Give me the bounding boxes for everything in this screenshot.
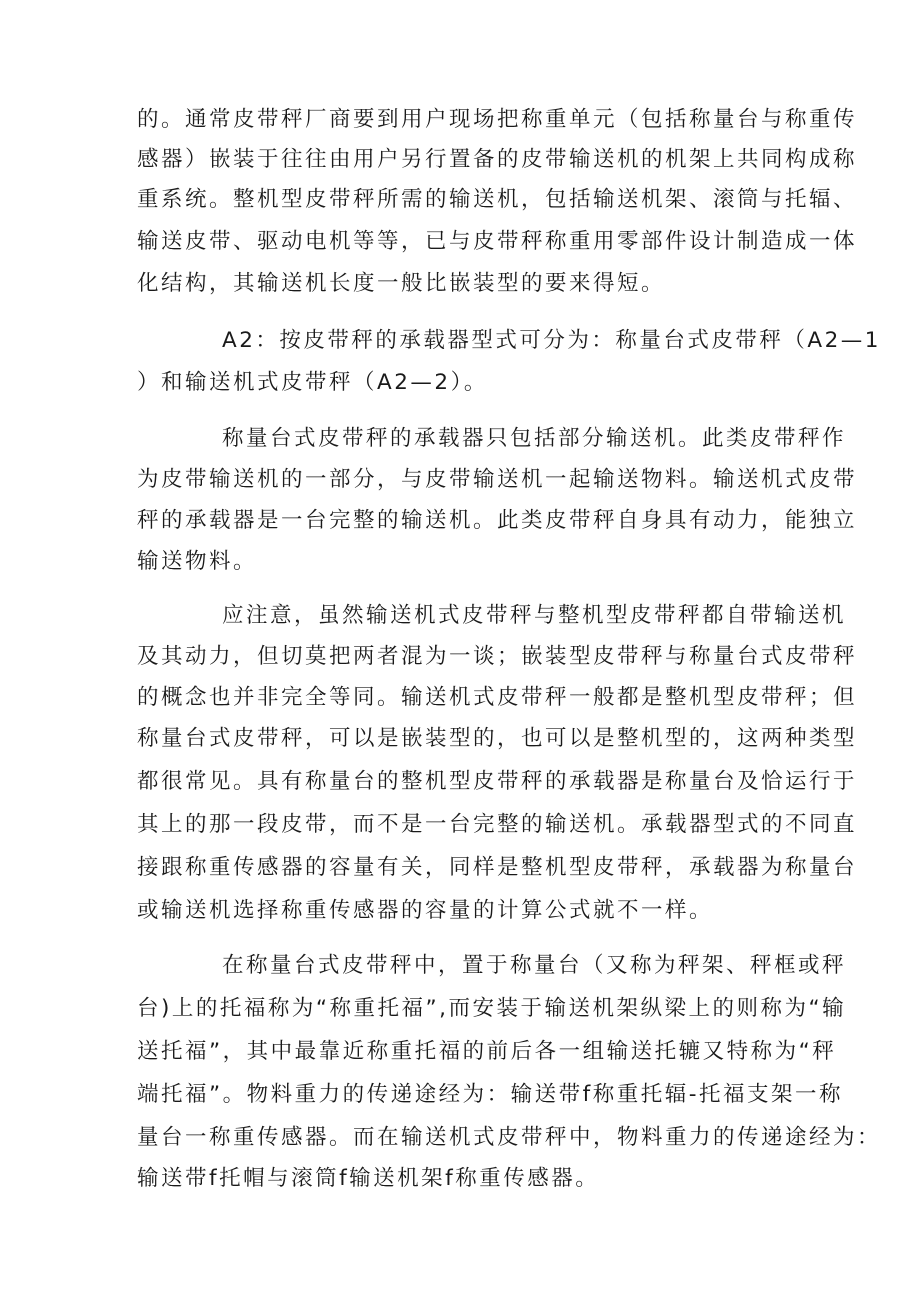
text-line: 的概念也并非完全等同。输送机式皮带秤一般都是整机型皮带秤；但: [137, 685, 858, 710]
text-line: 送托福”，其中最靠近称重托福的前后各一组输送托辘又特称为“秤: [137, 1039, 837, 1064]
text-line: 端托福”。物料重力的传递途经为：输送带f称重托辐-托福支架一称: [137, 1082, 843, 1107]
text-line: 称量台式皮带秤，可以是嵌装型的，也可以是整机型的，这两种类型: [137, 726, 858, 751]
text-line: 量台一称重传感器。而在输送机式皮带秤中，物料重力的传递途经为：: [137, 1125, 882, 1150]
text-line: 重系统。整机型皮带秤所需的输送机，包括输送机架、滚筒与托辐、: [137, 187, 858, 212]
text-line: 输送物料。: [137, 549, 258, 574]
text-line: 接跟称重传感器的容量有关，同样是整机型皮带秤，承载器为称量台: [137, 855, 858, 880]
text-line: 称量台式皮带秤的承载器只包括部分输送机。此类皮带秤作: [222, 426, 847, 451]
text-line: 或输送机选择称重传感器的容量的计算公式就不一样。: [137, 898, 714, 923]
text-line: 都很常见。具有称量台的整机型皮带秤的承载器是称量台及恰运行于: [137, 769, 858, 794]
text-line: 化结构，其输送机长度一般比嵌装型的要来得短。: [137, 271, 666, 296]
text-line: 应注意，虽然输送机式皮带秤与整机型皮带秤都自带输送机: [222, 603, 847, 628]
text-line: 输送皮带、驱动电机等等，已与皮带秤称重用零部件设计制造成一体: [137, 229, 858, 254]
text-line: 感器）嵌装于往往由用户另行置备的皮带输送机的机架上共同构成称: [137, 147, 858, 172]
text-line: ）和输送机式皮带秤（A2—2）。: [137, 370, 488, 395]
text-line: 台)上的托福称为“称重托福”,而安装于输送机架纵梁上的则称为“输: [137, 996, 847, 1021]
text-line: 及其动力，但切莫把两者混为一谈；嵌装型皮带秤与称量台式皮带秤: [137, 644, 858, 669]
text-line: 输送带f托帽与滚筒f输送机架f称重传感器。: [137, 1166, 600, 1191]
text-line: 其上的那一段皮带，而不是一台完整的输送机。承载器型式的不同直: [137, 812, 858, 837]
text-line: A2：按皮带秤的承载器型式可分为：称量台式皮带秤（A2—1: [222, 328, 881, 353]
text-line: 的。通常皮带秤厂商要到用户现场把称重单元（包括称量台与称重传: [137, 107, 858, 132]
text-line: 秤的承载器是一台完整的输送机。此类皮带秤自身具有动力，能独立: [137, 508, 858, 533]
text-line: 为皮带输送机的一部分，与皮带输送机一起输送物料。输送机式皮带: [137, 467, 858, 492]
text-line: 在称量台式皮带秤中，置于称量台（又称为秤架、秤框或秤: [222, 953, 847, 978]
